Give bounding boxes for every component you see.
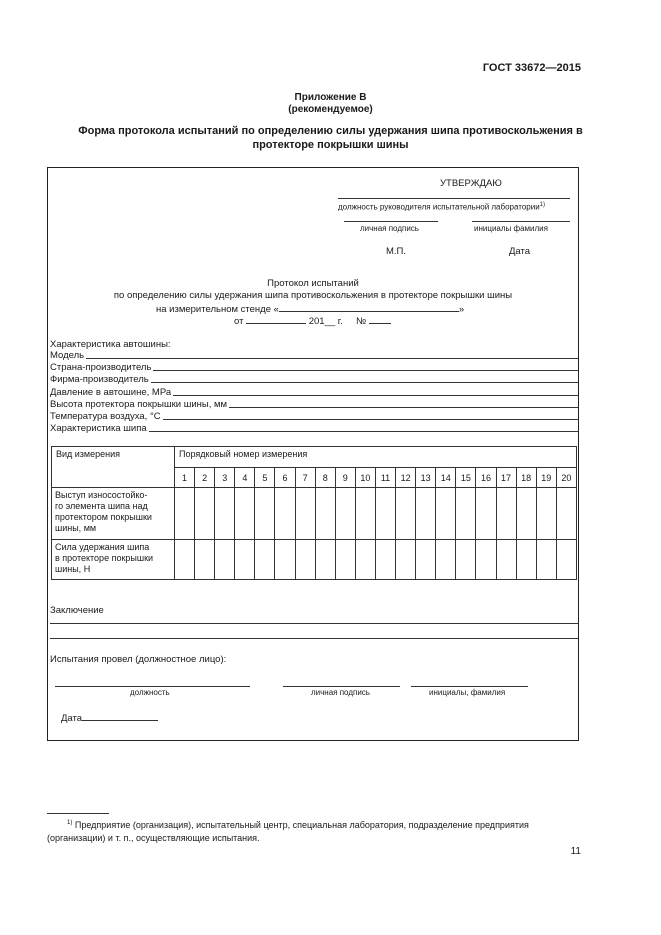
approval-date-label: Дата (509, 246, 531, 257)
measurement-value-cell[interactable] (335, 488, 355, 540)
field-model: Модель (50, 348, 578, 361)
measurement-number-cell: 20 (556, 468, 576, 488)
footnote: $^{1)}$ Предприятие (организация), испытательный центр, специальная лаборатория, подразделение предприятия (организации) и т. п., осуществляющие испытания. (47, 820, 529, 843)
measurement-value-cell[interactable] (375, 540, 395, 580)
footnote-separator (47, 813, 109, 814)
tester-date: Дата (61, 711, 158, 724)
measurement-number-cell: 10 (355, 468, 375, 488)
measurement-value-cell[interactable] (355, 540, 375, 580)
measurement-number-cell: 13 (416, 468, 436, 488)
page-number: 11 (570, 846, 581, 857)
row-label-stud-retention-force: Сила удержания шипа в протекторе покрышки шины, Н (52, 540, 175, 580)
tester-signature-line (283, 686, 400, 687)
approval-position-caption: должность руководителя испытательной лаборатории$^{1)}$ (338, 202, 546, 212)
measurement-number-cell: 8 (315, 468, 335, 488)
measurement-value-cell[interactable] (335, 540, 355, 580)
measurement-value-cell[interactable] (315, 488, 335, 540)
table-row (52, 488, 577, 540)
measurement-value-cell[interactable] (516, 540, 536, 580)
measurement-value-cell[interactable] (496, 488, 516, 540)
measurement-value-cell[interactable] (396, 540, 416, 580)
measurement-value-cell[interactable] (195, 540, 215, 580)
measurement-number-cell: 14 (436, 468, 456, 488)
approval-heading: УТВЕРЖДАЮ (440, 178, 502, 189)
measurement-value-cell[interactable] (375, 488, 395, 540)
approval-signature-caption: личная подпись (360, 224, 419, 233)
measurement-value-cell[interactable] (416, 540, 436, 580)
stamp-label: М.П. (386, 246, 407, 257)
measurement-value-cell[interactable] (275, 488, 295, 540)
standard-number: ГОСТ 33672—2015 (482, 62, 581, 74)
measurement-value-cell[interactable] (215, 540, 235, 580)
measurement-value-cell[interactable] (235, 488, 255, 540)
measurement-number-cell: 7 (295, 468, 315, 488)
measurement-number-cell: 12 (396, 468, 416, 488)
tester-position-line (55, 686, 250, 687)
measurement-value-cell[interactable] (355, 488, 375, 540)
measurement-value-cell[interactable] (295, 540, 315, 580)
measurement-value-cell[interactable] (396, 488, 416, 540)
measurement-number-cell: 1 (175, 468, 195, 488)
tester-name-caption: инициалы, фамилия (429, 688, 506, 697)
test-stand-line: на измерительном стенде « » (156, 304, 465, 315)
measurement-number-cell: 16 (476, 468, 496, 488)
measurement-value-cell[interactable] (476, 488, 496, 540)
measurement-number-cell: 17 (496, 468, 516, 488)
measurement-value-cell[interactable] (175, 540, 195, 580)
field-tread-height: Высота протектора покрышки шины, мм (50, 397, 578, 410)
measurement-value-cell[interactable] (175, 488, 195, 540)
measurement-value-cell[interactable] (215, 488, 235, 540)
measurement-value-cell[interactable] (496, 540, 516, 580)
conclusion-line-2 (50, 638, 578, 639)
measurement-value-cell[interactable] (195, 488, 215, 540)
measurement-value-cell[interactable] (436, 488, 456, 540)
measurement-value-cell[interactable] (255, 488, 275, 540)
column-header-measurement-number: Порядковый номер измерения (175, 447, 577, 468)
table-row (52, 540, 577, 580)
measurement-value-cell[interactable] (556, 540, 576, 580)
measurement-value-cell[interactable] (235, 540, 255, 580)
protocol-date-line: от 201__ г. № (234, 314, 391, 327)
measurement-value-cell[interactable] (456, 488, 476, 540)
measurement-value-cell[interactable] (255, 540, 275, 580)
protocol-subtitle: по определению силы удержания шипа противоскольжения в протекторе покрышки шины (113, 290, 513, 301)
measurement-number-cell: 4 (235, 468, 255, 488)
measurement-value-cell[interactable] (556, 488, 576, 540)
measurement-value-cell[interactable] (315, 540, 335, 580)
column-header-measurement-type: Вид измерения (52, 447, 175, 488)
measurement-value-cell[interactable] (456, 540, 476, 580)
approval-name-caption: инициалы фамилия (474, 224, 548, 233)
field-air-temperature: Температура воздуха, °С (50, 409, 578, 422)
measurement-value-cell[interactable] (275, 540, 295, 580)
protocol-title: Протокол испытаний (267, 278, 359, 289)
measurement-number-cell: 11 (375, 468, 395, 488)
form-title: Форма протокола испытаний по определению силы удержания шипа противоскольжения в протекторе покрышки шины (78, 125, 583, 151)
measurement-table (51, 446, 577, 580)
tester-position-caption: должность (130, 688, 170, 697)
measurement-number-cell: 3 (215, 468, 235, 488)
measurement-value-cell[interactable] (295, 488, 315, 540)
field-country: Страна-производитель (50, 360, 578, 373)
measurement-value-cell[interactable] (436, 540, 456, 580)
row-label-stud-protrusion: Выступ износостойко- го элемента шипа над протектором покрышки шины, мм (52, 488, 175, 540)
measurement-value-cell[interactable] (536, 488, 556, 540)
tester-signature-caption: личная подпись (311, 688, 370, 697)
measurement-value-cell[interactable] (476, 540, 496, 580)
measurement-value-cell[interactable] (536, 540, 556, 580)
field-stud-characteristics: Характеристика шипа (50, 421, 578, 434)
field-pressure: Давление в автошине, МРа (50, 385, 578, 398)
approval-signature-line (344, 221, 438, 222)
measurement-number-cell: 5 (255, 468, 275, 488)
measurement-value-cell[interactable] (416, 488, 436, 540)
measurement-number-cell: 2 (195, 468, 215, 488)
appendix-status: (рекомендуемое) (288, 104, 373, 115)
protocol-form (47, 167, 579, 741)
measurement-value-cell[interactable] (516, 488, 536, 540)
measurement-number-cell: 9 (335, 468, 355, 488)
measurement-number-cell: 18 (516, 468, 536, 488)
measurement-number-cell: 19 (536, 468, 556, 488)
conclusion-line-1 (50, 623, 578, 624)
approval-name-line (472, 221, 570, 222)
measurement-number-cell: 6 (275, 468, 295, 488)
tester-name-line (411, 686, 528, 687)
measurement-number-cell: 15 (456, 468, 476, 488)
field-manufacturer: Фирма-производитель (50, 372, 578, 385)
conclusion-label: Заключение (50, 605, 104, 616)
appendix-title: Приложение В (294, 92, 367, 103)
approval-position-line (338, 198, 570, 199)
tested-by-label: Испытания провел (должностное лицо): (50, 654, 227, 665)
tire-characteristics-heading: Характеристика автошины: (50, 339, 171, 350)
